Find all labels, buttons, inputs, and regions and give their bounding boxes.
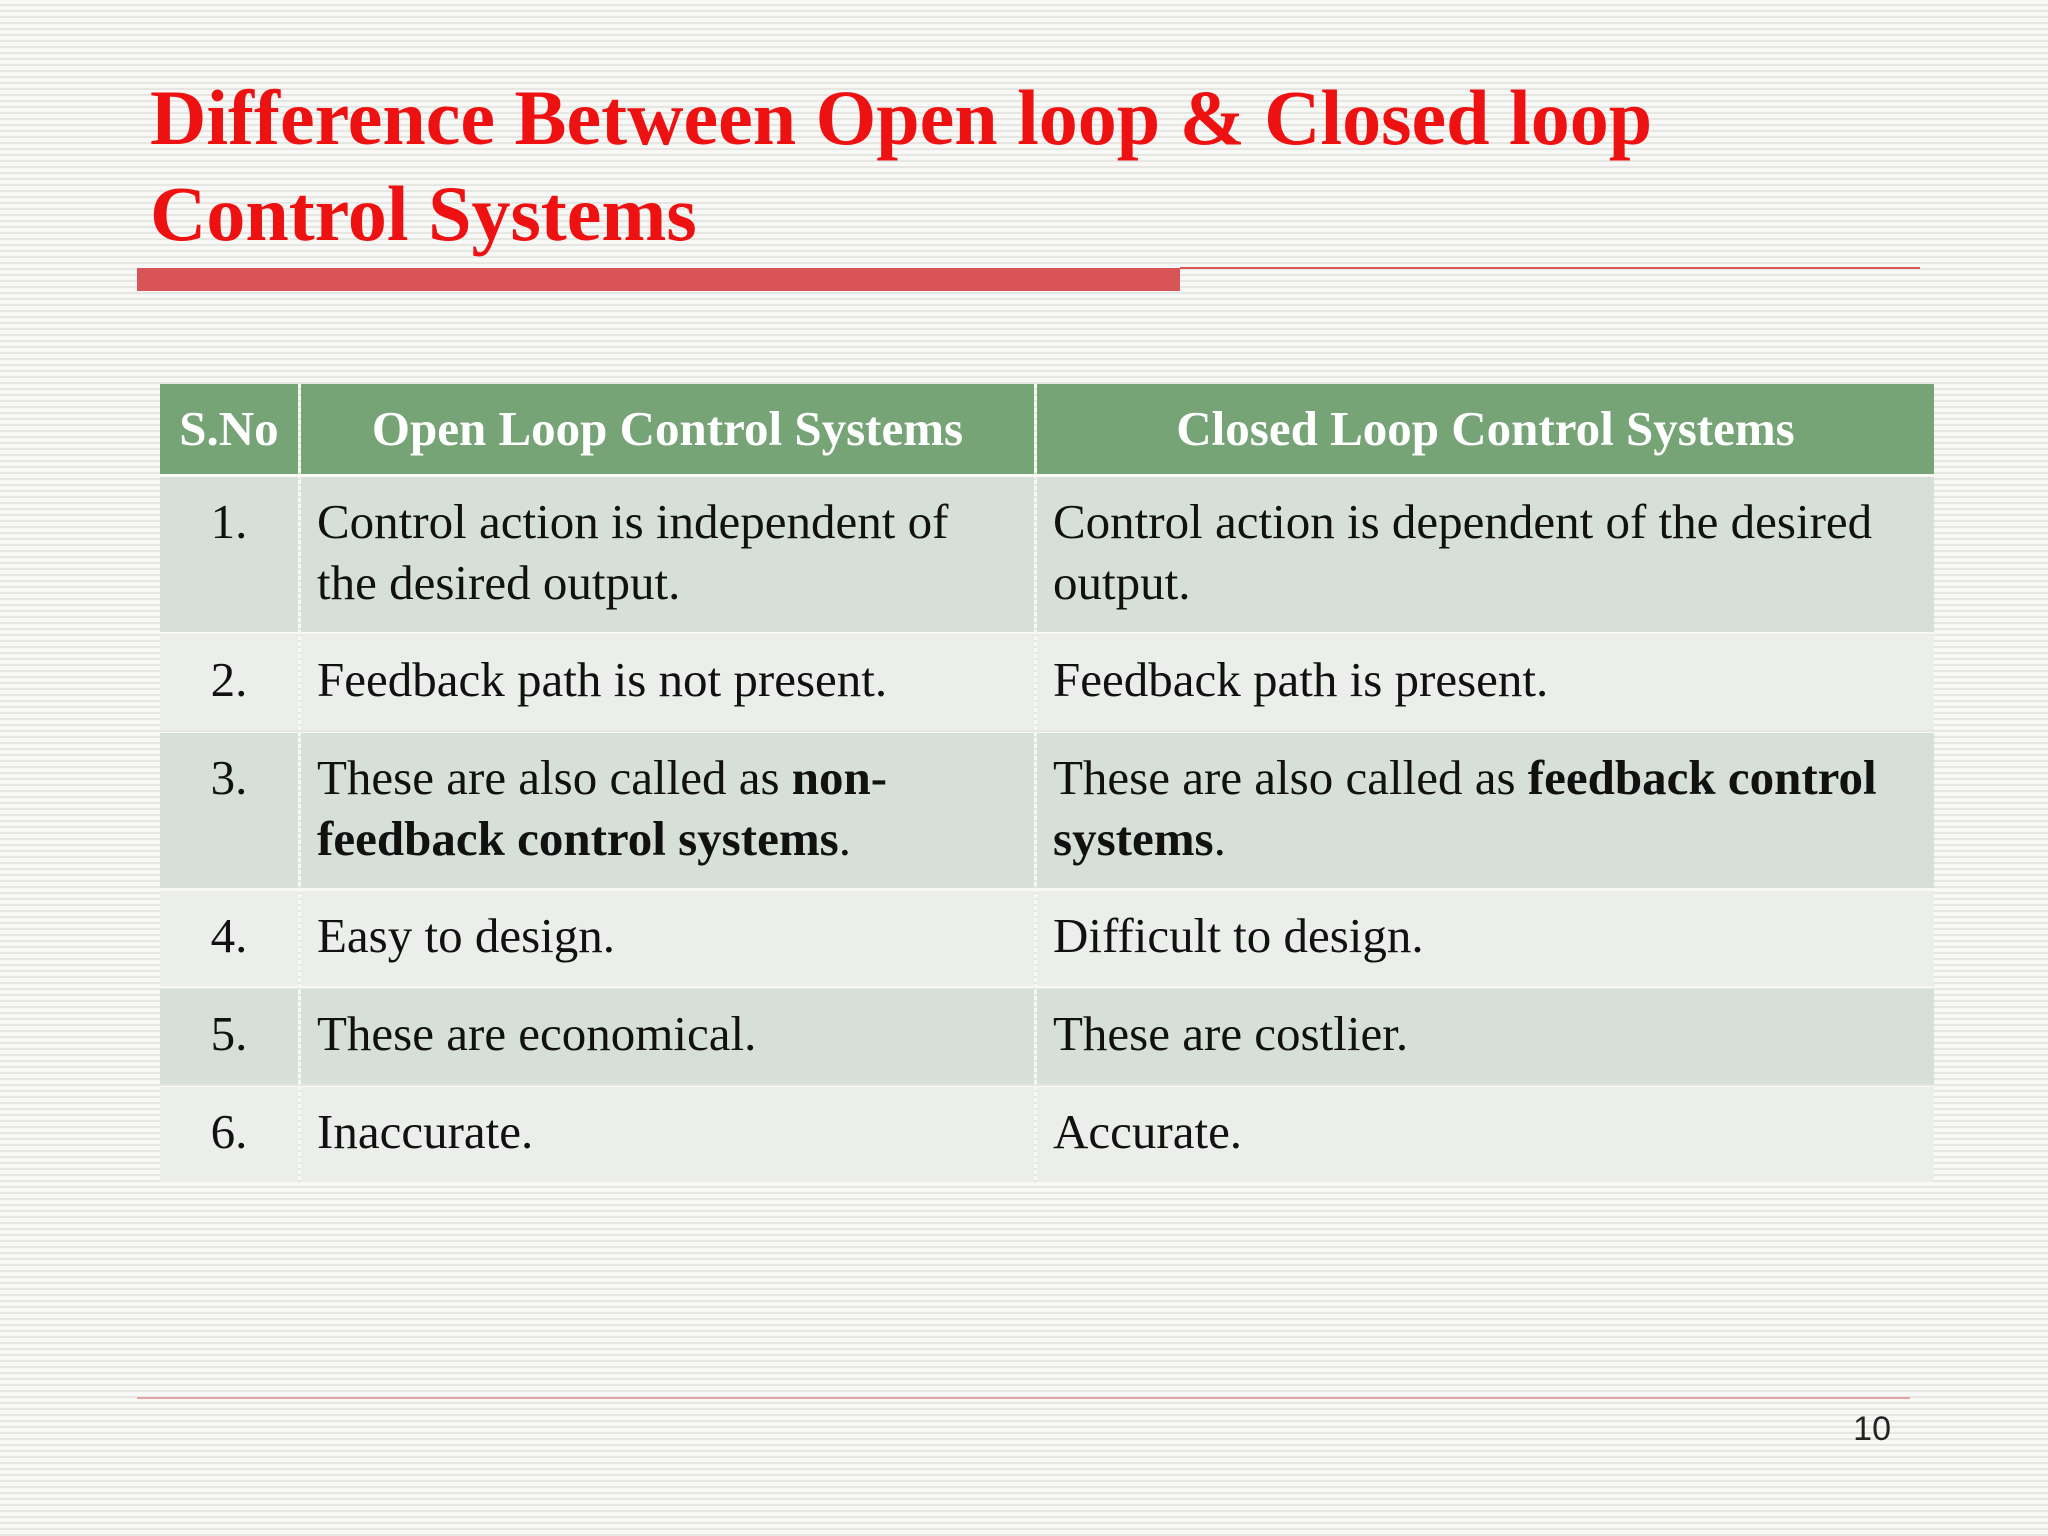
cell-sno: 1.	[160, 477, 298, 632]
table-row	[160, 477, 1934, 632]
cell-closed-loop: These are costlier.	[1037, 989, 1934, 1084]
header-closed-loop: Closed Loop Control Systems	[1037, 384, 1934, 474]
cell-sno: 3.	[160, 733, 298, 888]
cell-sno: 4.	[160, 891, 298, 986]
cell-closed-loop: Accurate.	[1037, 1087, 1934, 1182]
title-underline-thin	[1180, 267, 1920, 269]
table-row	[160, 891, 1934, 986]
title-underline-thick	[137, 268, 1180, 291]
cell-open-loop	[301, 733, 1034, 888]
comparison-table	[157, 381, 1937, 1185]
cell-open-loop: Control action is independent of the desired output.	[301, 477, 1034, 632]
cell-sno: 2.	[160, 635, 298, 730]
cell-open-loop: Easy to design.	[301, 891, 1034, 986]
bold-term: non-feedback control systems	[317, 750, 888, 866]
cell-open-loop: These are economical.	[301, 989, 1034, 1084]
cell-closed-loop	[1037, 733, 1934, 888]
cell-closed-loop: Feedback path is present.	[1037, 635, 1934, 730]
header-open-loop: Open Loop Control Systems	[301, 384, 1034, 474]
footer-divider	[137, 1397, 1910, 1399]
cell-sno: 6.	[160, 1087, 298, 1182]
cell-closed-loop: Control action is dependent of the desired output.	[1037, 477, 1934, 632]
cell-text: .	[838, 811, 851, 866]
table-header-row	[160, 384, 1934, 474]
bold-term: feedback control systems	[1053, 750, 1877, 866]
cell-sno: 5.	[160, 989, 298, 1084]
slide-title: Difference Between Open loop & Closed loop Control Systems	[150, 74, 1653, 257]
cell-text: These are also called as	[317, 750, 792, 805]
page-number: 10	[1853, 1410, 1891, 1448]
cell-open-loop: Feedback path is not present.	[301, 635, 1034, 730]
table-row	[160, 989, 1934, 1084]
table-row	[160, 635, 1934, 730]
header-sno: S.No	[160, 384, 298, 474]
comparison-table-container	[160, 384, 1934, 1182]
cell-text: These are also called as	[1053, 750, 1528, 805]
table-row	[160, 733, 1934, 888]
cell-closed-loop: Difficult to design.	[1037, 891, 1934, 986]
cell-text: .	[1213, 811, 1226, 866]
cell-open-loop: Inaccurate.	[301, 1087, 1034, 1182]
table-row	[160, 1087, 1934, 1182]
